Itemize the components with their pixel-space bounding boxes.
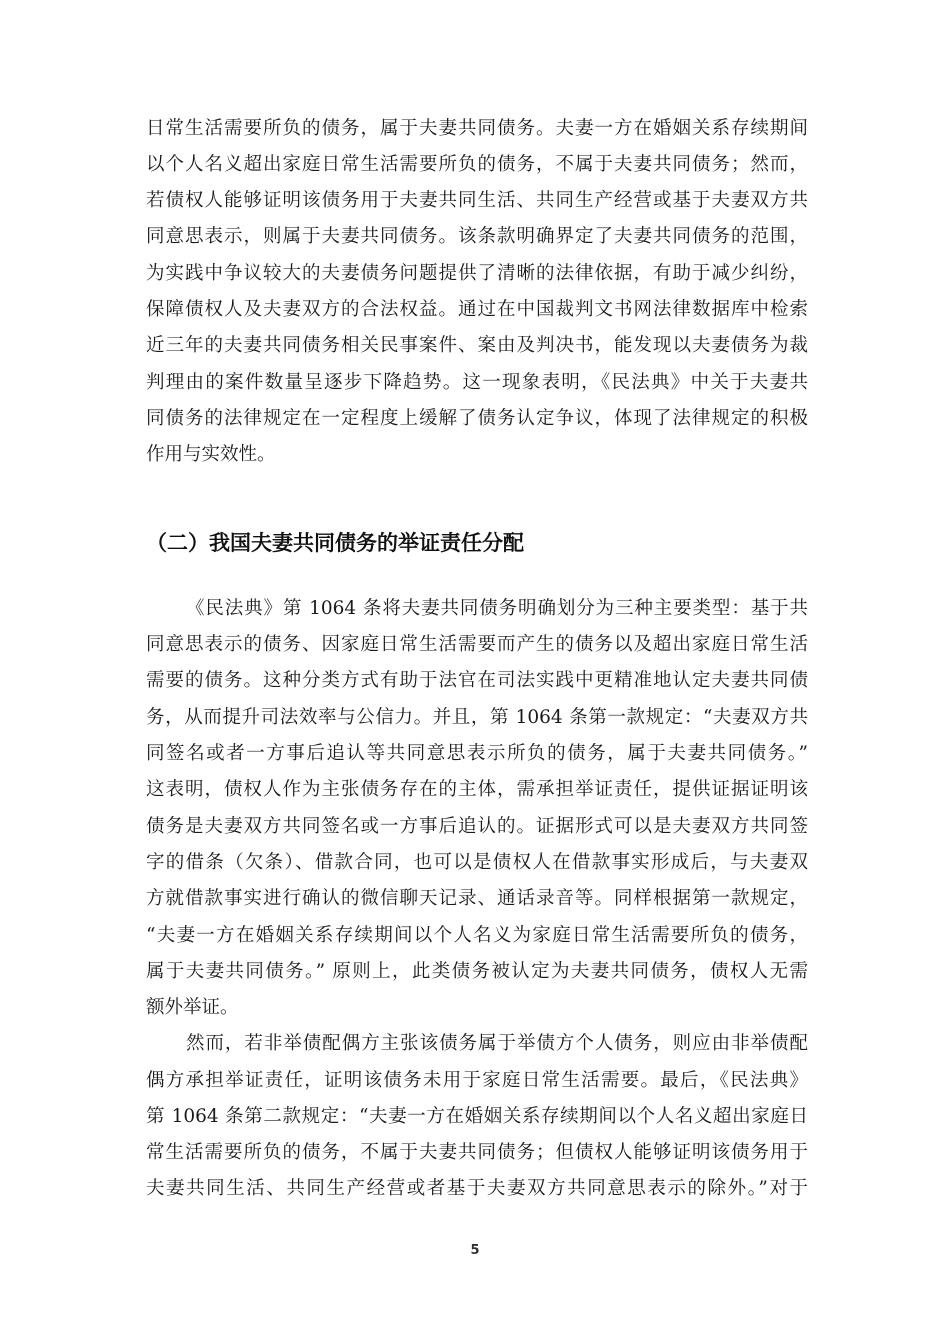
text-line: 同债务的法律规定在一定程度上缓解了债务认定争议，体现了法律规定的积极 <box>146 408 808 429</box>
text-line: 债务是夫妻双方共同签名或一方事后追认的。证据形式可以是夫妻双方共同签 <box>146 816 808 837</box>
text-line: 日常生活需要所负的债务，属于夫妻共同债务。夫妻一方在婚姻关系存续期间 <box>146 118 808 139</box>
text-line: 近三年的夫妻共同债务相关民事案件、案由及判决书，能发现以夫妻债务为裁 <box>146 335 808 356</box>
text-line: 《民法典》第 1064 条将夫妻共同债务明确划分为三种主要类型：基于共 <box>186 598 808 619</box>
text-line: 属于夫妻共同债务。” 原则上，此类债务被认定为夫妻共同债务，债权人无需 <box>146 961 808 982</box>
text-line: 保障债权人及夫妻双方的合法权益。通过在中国裁判文书网法律数据库中检索 <box>146 299 808 320</box>
text-line: 同意思表示的债务、因家庭日常生活需要而产生的债务以及超出家庭日常生活 <box>146 634 808 655</box>
text-line: 额外举证。 <box>146 997 239 1018</box>
text-line: 为实践中争议较大的夫妻债务问题提供了清晰的法律依据，有助于减少纠纷， <box>146 263 808 284</box>
text-line: “夫妻一方在婚姻关系存续期间以个人名义为家庭日常生活需要所负的债务， <box>146 925 808 946</box>
text-line: 偶方承担举证责任，证明该债务未用于家庭日常生活需要。最后，《民法典》 <box>146 1070 808 1091</box>
text-line: 判理由的案件数量呈逐步下降趋势。这一现象表明，《民法典》中关于夫妻共 <box>146 372 808 393</box>
text-line: 务，从而提升司法效率与公信力。并且，第 1064 条第一款规定：“夫妻双方共 <box>146 707 808 728</box>
text-line: 常生活需要所负的债务，不属于夫妻共同债务；但债权人能够证明该债务用于 <box>146 1142 808 1163</box>
text-line: 作用与实效性。 <box>146 444 276 465</box>
text-line: 然而，若非举债配偶方主张该债务属于举债方个人债务，则应由非举债配 <box>186 1033 808 1054</box>
text-line: 字的借条（欠条）、借款合同，也可以是债权人在借款事实形成后，与夫妻双 <box>146 852 808 873</box>
section-heading: （二）我国夫妻共同债务的举证责任分配 <box>146 531 524 555</box>
text-line: 夫妻共同生活、共同生产经营或者基于夫妻双方共同意思表示的除外。”对于 <box>146 1178 808 1199</box>
text-line: 同签名或者一方事后追认等共同意思表示所负的债务，属于夫妻共同债务。” <box>146 743 808 764</box>
text-line: 方就借款事实进行确认的微信聊天记录、通话录音等。同样根据第一款规定， <box>146 888 808 909</box>
text-line: 需要的债务。这种分类方式有助于法官在司法实践中更精准地认定夫妻共同债 <box>146 670 808 691</box>
page-number: 5 <box>470 1243 480 1258</box>
text-line: 第 1064 条第二款规定：“夫妻一方在婚姻关系存续期间以个人名义超出家庭日 <box>146 1106 808 1127</box>
text-line: 同意思表示，则属于夫妻共同债务。该条款明确界定了夫妻共同债务的范围， <box>146 226 808 247</box>
text-line: 这表明，债权人作为主张债务存在的主体，需承担举证责任，提供证据证明该 <box>146 779 808 800</box>
text-line: 若债权人能够证明该债务用于夫妻共同生活、共同生产经营或基于夫妻双方共 <box>146 190 808 211</box>
text-line: 以个人名义超出家庭日常生活需要所负的债务，不属于夫妻共同债务；然而， <box>146 154 808 175</box>
